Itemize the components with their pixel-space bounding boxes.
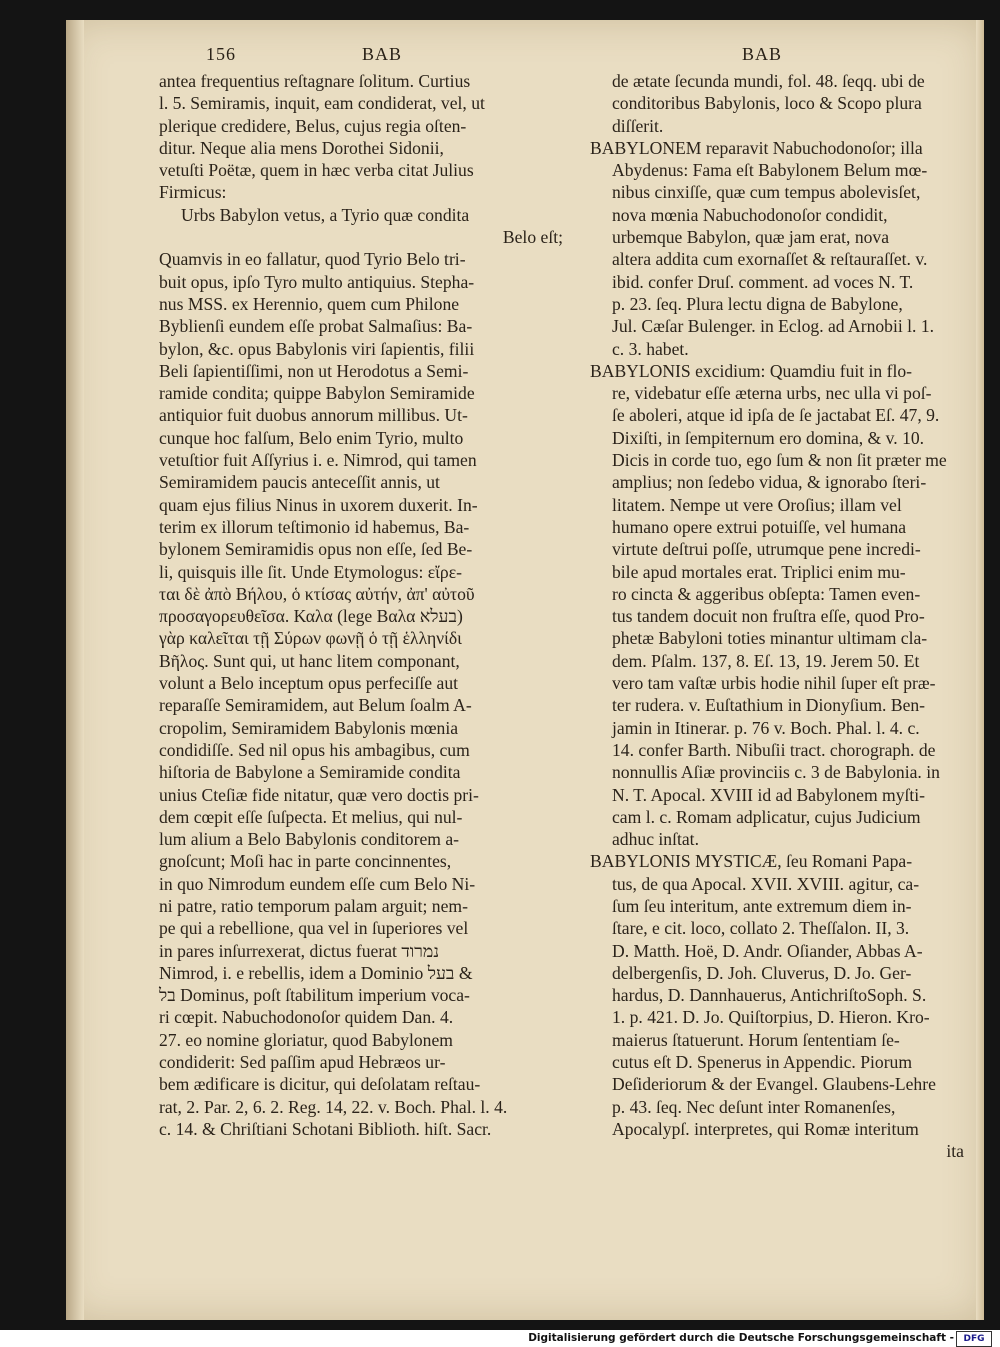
text-line: adhuc inſtat. [612, 829, 699, 850]
text-line: c. 14. & Chriſtiani Schotani Biblioth. hiſt. Sacr. [159, 1118, 492, 1139]
text-line: ſum ſeu interitum, ante extremum diem in- [612, 895, 912, 916]
text-line: urbemque Babylon, quæ jam erat, nova [612, 227, 890, 248]
text-line: bile apud mortales erat. Triplici enim mu- [612, 561, 906, 582]
text-line: reparaſſe Semiramidem, aut Belum ſoalm A- [159, 695, 472, 716]
text-line: antiquior fuit duobus annorum millibus. Ut- [159, 405, 468, 426]
text-line: D. Matth. Hoë, D. Andr. Oſiander, Abbas A- [612, 940, 923, 961]
page-number: 156 [206, 44, 236, 64]
text-line: Abydenus: Fama eſt Babylonem Belum mœ- [612, 160, 928, 181]
text-line: BABYLONEM reparavit Nabuchodonoſor; illa [590, 137, 923, 158]
text-line: condidiſſe. Sed nil opus his ambagibus, cum [159, 739, 470, 760]
text-line: cunque hoc falſum, Belo enim Tyrio, multo [159, 427, 464, 448]
text-line: Byblienſi eundem eſſe probat Salmaſius: Ba- [159, 316, 473, 337]
text-line: bylonem Semiramidis opus non eſſe, ſed Be- [159, 539, 473, 560]
footer-credit: Digitalisierung gefördert durch die Deutsche Forschungsgemeinschaft - [528, 1332, 954, 1344]
text-line: condiderit: Sed paſſim apud Hebræos ur- [159, 1052, 446, 1073]
text-line: conditoribus Babylonis, loco & Scopo plura [612, 93, 922, 114]
text-line: nibus cinxiſſe, quæ cum tempus abolevisſet, [612, 182, 921, 203]
text-line: tus, de qua Apocal. XVII. XVIII. agitur, ca- [612, 873, 920, 894]
text-line: jamin in Itinerar. p. 76 v. Boch. Phal. l. 4. c. [612, 717, 920, 738]
text-line: Dicis in corde tuo, ego ſum & non ſit præter me [612, 450, 947, 471]
text-line: ni patre, ratio temporum palam arguit; nem- [159, 895, 468, 916]
text-line: c. 3. habet. [612, 338, 689, 359]
text-line: amplius; non ſedebo vidua, & ignorabo ſteri- [612, 472, 927, 493]
text-line: re, videbatur eſſe æterna urbs, nec ulla vi poſ- [612, 383, 932, 404]
text-line: terim ex illorum teſtimonio id habemus, Ba- [159, 516, 470, 537]
text-line: de ætate ſecunda mundi, fol. 48. ſeqq. ubi de [612, 71, 925, 91]
text-line: Βῆλος. Sunt qui, ut hanc litem componant, [159, 650, 460, 671]
page-gutter-shadow [66, 20, 84, 1320]
text-line: Belo eſt; [502, 227, 563, 248]
text-line: dem. Pſalm. 137, 8. Eſ. 13, 19. Jerem 50. Et [612, 650, 920, 671]
text-line: hiſtoria de Babylone a Semiramide condita [159, 762, 461, 783]
text-line: bylon, &c. opus Babylonis viri ſapientis, filii [159, 338, 475, 359]
text-line: ri cœpit. Nabuchodonoſor quidem Dan. 4. [159, 1007, 454, 1028]
text-line: in pares inſurrexerat, dictus fuerat נמרוד [159, 940, 440, 961]
text-line: delbergenſis, D. Joh. Cluverus, D. Jo. Ger- [612, 962, 912, 983]
text-line: nova mœnia Nabuchodonoſor condidit, [612, 204, 888, 225]
text-line: maierus ſtatuerunt. Horum ſententiam ſe- [612, 1029, 900, 1050]
text-line: phetæ Babyloni toties minantur ultimam cla- [612, 628, 928, 649]
text-line: rat, 2. Par. 2, 6. 2. Reg. 14, 22. v. Boch. Phal. l. 4. [159, 1096, 508, 1117]
text-line: vetuſtior fuit Aſſyrius i. e. Nimrod, qui tamen [159, 450, 477, 471]
dfg-logo: DFG [956, 1331, 992, 1347]
text-line: ibid. confer Druſ. comment. ad voces N. T. [612, 271, 914, 292]
text-line: l. 5. Semiramis, inquit, eam condiderat, vel, ut [159, 93, 485, 114]
text-line: plerique credidere, Belus, cujus regia oſten- [159, 115, 467, 136]
right-text-column [590, 70, 964, 1163]
text-line: p. 23. ſeq. Plura lectu digna de Babylone, [612, 293, 903, 314]
text-line: 1. p. 421. D. Jo. Quiſtorpius, D. Hieron. Kro- [612, 1007, 930, 1028]
text-line: ro cincta & aggeribus obſepta: Tamen even- [612, 583, 921, 604]
text-line: volunt a Belo inceptum opus perfeciſſe aut [159, 673, 459, 694]
text-line: בל Dominus, poſt ſtabilitum imperium voca- [159, 985, 470, 1006]
text-line: ditur. Neque alia mens Dorothei Sidonii, [159, 137, 444, 158]
text-line: γὰρ καλεῖται τῇ Σύρων φωνῇ ὁ τῇ ἑλληνίδι [159, 628, 462, 649]
text-line: litatem. Nempe ut vere Oroſius; illam vel [612, 494, 902, 515]
text-line: gnoſcunt; Moſi hac in parte concinnentes, [159, 851, 452, 872]
text-line: nus MSS. ex Herennio, quem cum Philone [159, 293, 460, 314]
text-line: BABYLONIS excidium: Quamdiu fuit in flo- [590, 360, 913, 381]
text-line: lum alium a Belo Babylonis conditorem a- [159, 829, 460, 850]
text-line: ramide condita; quippe Babylon Semiramide [159, 383, 475, 404]
left-text-column [159, 70, 563, 1140]
text-line: buit opus, ipſo Tyro multo antiquius. Stepha- [159, 271, 475, 292]
text-line: προσαγορευθεῖσα. Καλα (lege Βαλα בעלא) [159, 606, 463, 627]
text-line: Urbs Babylon vetus, a Tyrio quæ condita [181, 204, 470, 225]
text-line: Apocalypſ. interpretes, qui Romæ interitum [612, 1118, 919, 1139]
text-line: quam ejus filius Ninus in uxorem duxerit. In- [159, 494, 478, 515]
text-line: unius Cteſiæ fide nitatur, quæ vero doctis pri- [159, 784, 479, 805]
text-line: nonnullis Aſiæ provinciis c. 3 de Babylonia. in [612, 762, 940, 783]
text-line: ſe aboleri, atque id ipſa de ſe jactabat Eſ. 47, 9. [612, 405, 940, 426]
text-line: ται δὲ ἀπὸ Βήλου, ὁ κτίσας αὐτήν, ἀπ' αὐτοῦ [159, 583, 475, 604]
text-line: BABYLONIS MYSTICÆ, ſeu Romani Papa- [590, 851, 913, 872]
text-line: p. 43. ſeq. Nec deſunt inter Romanenſes, [612, 1096, 896, 1117]
text-line: Semiramidem paucis anteceſſit annis, ut [159, 472, 440, 493]
running-head-right: BAB [742, 44, 783, 64]
running-head-left: BAB [362, 44, 403, 64]
text-line: diſſerit. [612, 115, 664, 136]
text-line: 27. eo nomine gloriatur, quod Babylonem [159, 1029, 453, 1050]
text-line: vetuſti Poëtæ, quem in hæc verba citat Julius [159, 160, 474, 181]
text-line: Deſideriorum & der Evangel. Glaubens-Lehre [612, 1074, 936, 1095]
text-line: vero tam vaſtæ urbis hodie nihil ſuper eſt præ- [612, 673, 936, 694]
text-line: Beli ſapientiſſimi, non ut Herodotus a Semi- [159, 360, 469, 381]
text-line: cropolim, Semiramidem Babylonis mœnia [159, 717, 459, 738]
text-line: pe qui a rebellione, qua vel in ſuperiores vel [159, 918, 469, 939]
text-line: 14. confer Barth. Nibuſii tract. chorograph. de [612, 739, 936, 760]
text-line: dem cœpit eſſe ſuſpecta. Et melius, qui nul- [159, 806, 463, 827]
text-line: Nimrod, i. e rebellis, idem a Dominio בעל & [159, 962, 473, 983]
text-line: ſtare, e cit. loco, collato 2. Theſſalon. II, 3. [612, 918, 910, 939]
text-line: Quamvis in eo fallatur, quod Tyrio Belo tri- [159, 249, 466, 270]
text-line: antea frequentius reſtagnare ſolitum. Curtius [159, 71, 471, 91]
text-line: ita [946, 1141, 964, 1162]
text-line: tus tandem docuit non fruſtra eſſe, quod Pro- [612, 606, 925, 627]
text-line: altera addita cum exornaſſet & reſtauraſſet. v. [612, 249, 928, 270]
text-line: hardus, D. Dannhauerus, AntichriſtoSoph. S. [612, 985, 927, 1006]
page-edge-shadow [976, 20, 984, 1320]
text-line: humano opere extrui potuiſſe, vel humana [612, 516, 907, 537]
text-line: bem ædificare is dicitur, qui deſolatam reſtau- [159, 1074, 481, 1095]
text-line: cutus eſt D. Spenerus in Appendic. Piorum [612, 1052, 913, 1073]
text-line: cam l. c. Romam adplicatur, cujus Judicium [612, 806, 921, 827]
text-line: Jul. Cæſar Bulenger. in Eclog. ad Arnobii l. 1. [612, 316, 935, 337]
text-line: Dixiſti, in ſempiternum ero domina, & v. 10. [612, 427, 925, 448]
text-line: in quo Nimrodum eundem eſſe cum Belo Ni- [159, 873, 476, 894]
text-line: li, quisquis ille ſit. Unde Etymologus: εἴρε- [159, 561, 462, 582]
text-line: ter rudera. v. Euſtathium in Dionyſium. Ben- [612, 695, 926, 716]
text-line: N. T. Apocal. XVIII id ad Babylonem myſti- [612, 784, 926, 805]
text-line: Firmicus: [159, 182, 227, 203]
text-line: virtute deſtrui poſſe, utrumque pene incredi- [612, 539, 921, 560]
